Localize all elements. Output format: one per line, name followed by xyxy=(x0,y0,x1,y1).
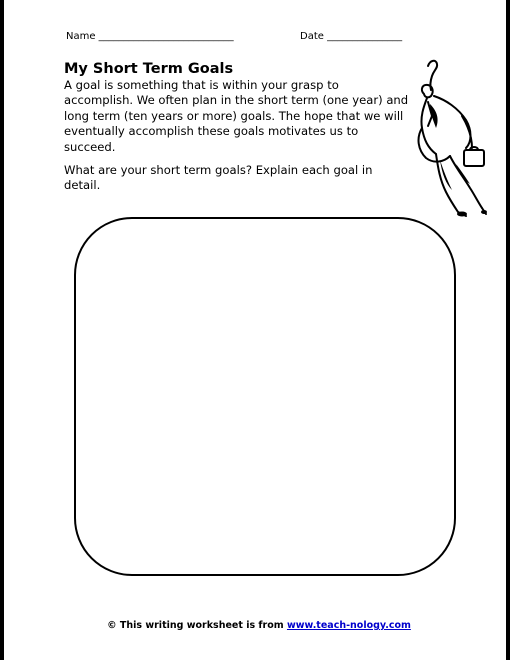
intro-paragraph: A goal is something that is within your grasp to accomplish. We often plan in the short term (one year) and long term (ten years or more) goals. The hope that we will eventually accomplish these goals motivates us to succeed. xyxy=(64,78,409,154)
businessman-with-briefcase-icon xyxy=(406,56,488,222)
goals-writing-box[interactable] xyxy=(74,217,456,576)
footer xyxy=(4,620,510,631)
footer-prefix: © This writing worksheet is from xyxy=(107,620,287,631)
name-field-line: Name ___________________________ xyxy=(66,31,234,42)
date-field-line: Date _______________ xyxy=(300,31,403,42)
teach-nology-link[interactable]: www.teach-nology.com xyxy=(286,620,411,631)
prompt-paragraph: What are your short term goals? Explain each goal in detail. xyxy=(64,163,373,193)
page-title: My Short Term Goals xyxy=(64,61,234,77)
